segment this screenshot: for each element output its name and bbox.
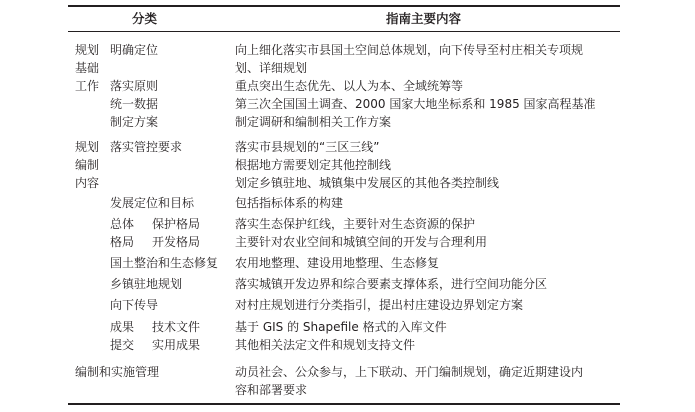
subgroup-label: 提交 bbox=[110, 338, 135, 352]
row-label: 向下传导 bbox=[110, 298, 159, 312]
row-label: 统一数据 bbox=[110, 97, 159, 111]
row-label: 国土整治和生态修复 bbox=[110, 256, 219, 270]
row-content: 落实城镇开发边界和综合要素支撑体系，进行空间功能分区 bbox=[235, 277, 548, 291]
row-label: 技术文件 bbox=[152, 320, 201, 334]
subgroup-label: 成果 bbox=[110, 320, 135, 334]
row-content: 制定调研和编制相关工作方案 bbox=[235, 115, 392, 129]
row-content: 落实市县规划的“三区三线” bbox=[235, 140, 380, 154]
row-content: 第三次全国国土调查、2000 国家大地坐标系和 1985 国家高程基准 bbox=[235, 97, 596, 111]
group-label-line: 规划 bbox=[75, 43, 100, 57]
group-label-line: 基础 bbox=[75, 61, 100, 75]
row-content: 容和部署要求 bbox=[235, 383, 308, 397]
row-content: 重点突出生态优先、以人为本、全域统筹等 bbox=[235, 79, 464, 93]
row-label: 明确定位 bbox=[110, 43, 159, 57]
row-content: 划定乡镇驻地、城镇集中发展区的其他各类控制线 bbox=[235, 176, 500, 190]
group-label-line: 工作 bbox=[75, 79, 100, 93]
row-content: 主要针对农业空间和城镇空间的开发与合理利用 bbox=[235, 235, 488, 249]
row-label: 制定方案 bbox=[110, 115, 159, 129]
row-label: 落实管控要求 bbox=[110, 140, 183, 154]
header-category: 分类 bbox=[132, 11, 158, 26]
row-label: 开发格局 bbox=[152, 235, 201, 249]
row-content: 基于 GIS 的 Shapefile 格式的入库文件 bbox=[235, 320, 447, 334]
subgroup-label: 总体 bbox=[110, 217, 135, 231]
group-label-line: 规划 bbox=[75, 140, 100, 154]
row-label: 编制和实施管理 bbox=[75, 365, 160, 379]
row-content: 根据地方需要划定其他控制线 bbox=[235, 158, 392, 172]
bottom-rule bbox=[68, 403, 620, 405]
row-content: 动员社会、公众参与，上下联动、开门编制规划，确定近期建设内 bbox=[235, 365, 584, 379]
row-content: 落实生态保护红线，主要针对生态资源的保护 bbox=[235, 217, 476, 231]
row-label: 保护格局 bbox=[152, 217, 201, 231]
row-label: 落实原则 bbox=[110, 79, 159, 93]
group-label-line: 编制 bbox=[75, 158, 100, 172]
group-label-line: 内容 bbox=[75, 176, 100, 190]
header-content: 指南主要内容 bbox=[386, 11, 462, 26]
row-label: 实用成果 bbox=[152, 338, 201, 352]
row-content: 包括指标体系的构建 bbox=[235, 196, 344, 210]
row-label: 乡镇驻地规划 bbox=[110, 277, 183, 291]
row-content: 其他相关法定文件和规划支持文件 bbox=[235, 338, 416, 352]
header-rule bbox=[68, 31, 620, 32]
row-content: 对村庄规划进行分类指引，提出村庄建设边界划定方案 bbox=[235, 298, 524, 312]
top-rule bbox=[68, 5, 620, 7]
subgroup-label: 格局 bbox=[110, 235, 135, 249]
row-content: 划、详细规划 bbox=[235, 61, 308, 75]
row-content: 农用地整理、建设用地整理、生态修复 bbox=[235, 256, 440, 270]
row-content: 向上细化落实市县国土空间总体规划，向下传导至村庄相关专项规 bbox=[235, 43, 584, 57]
row-label: 发展定位和目标 bbox=[110, 196, 195, 210]
